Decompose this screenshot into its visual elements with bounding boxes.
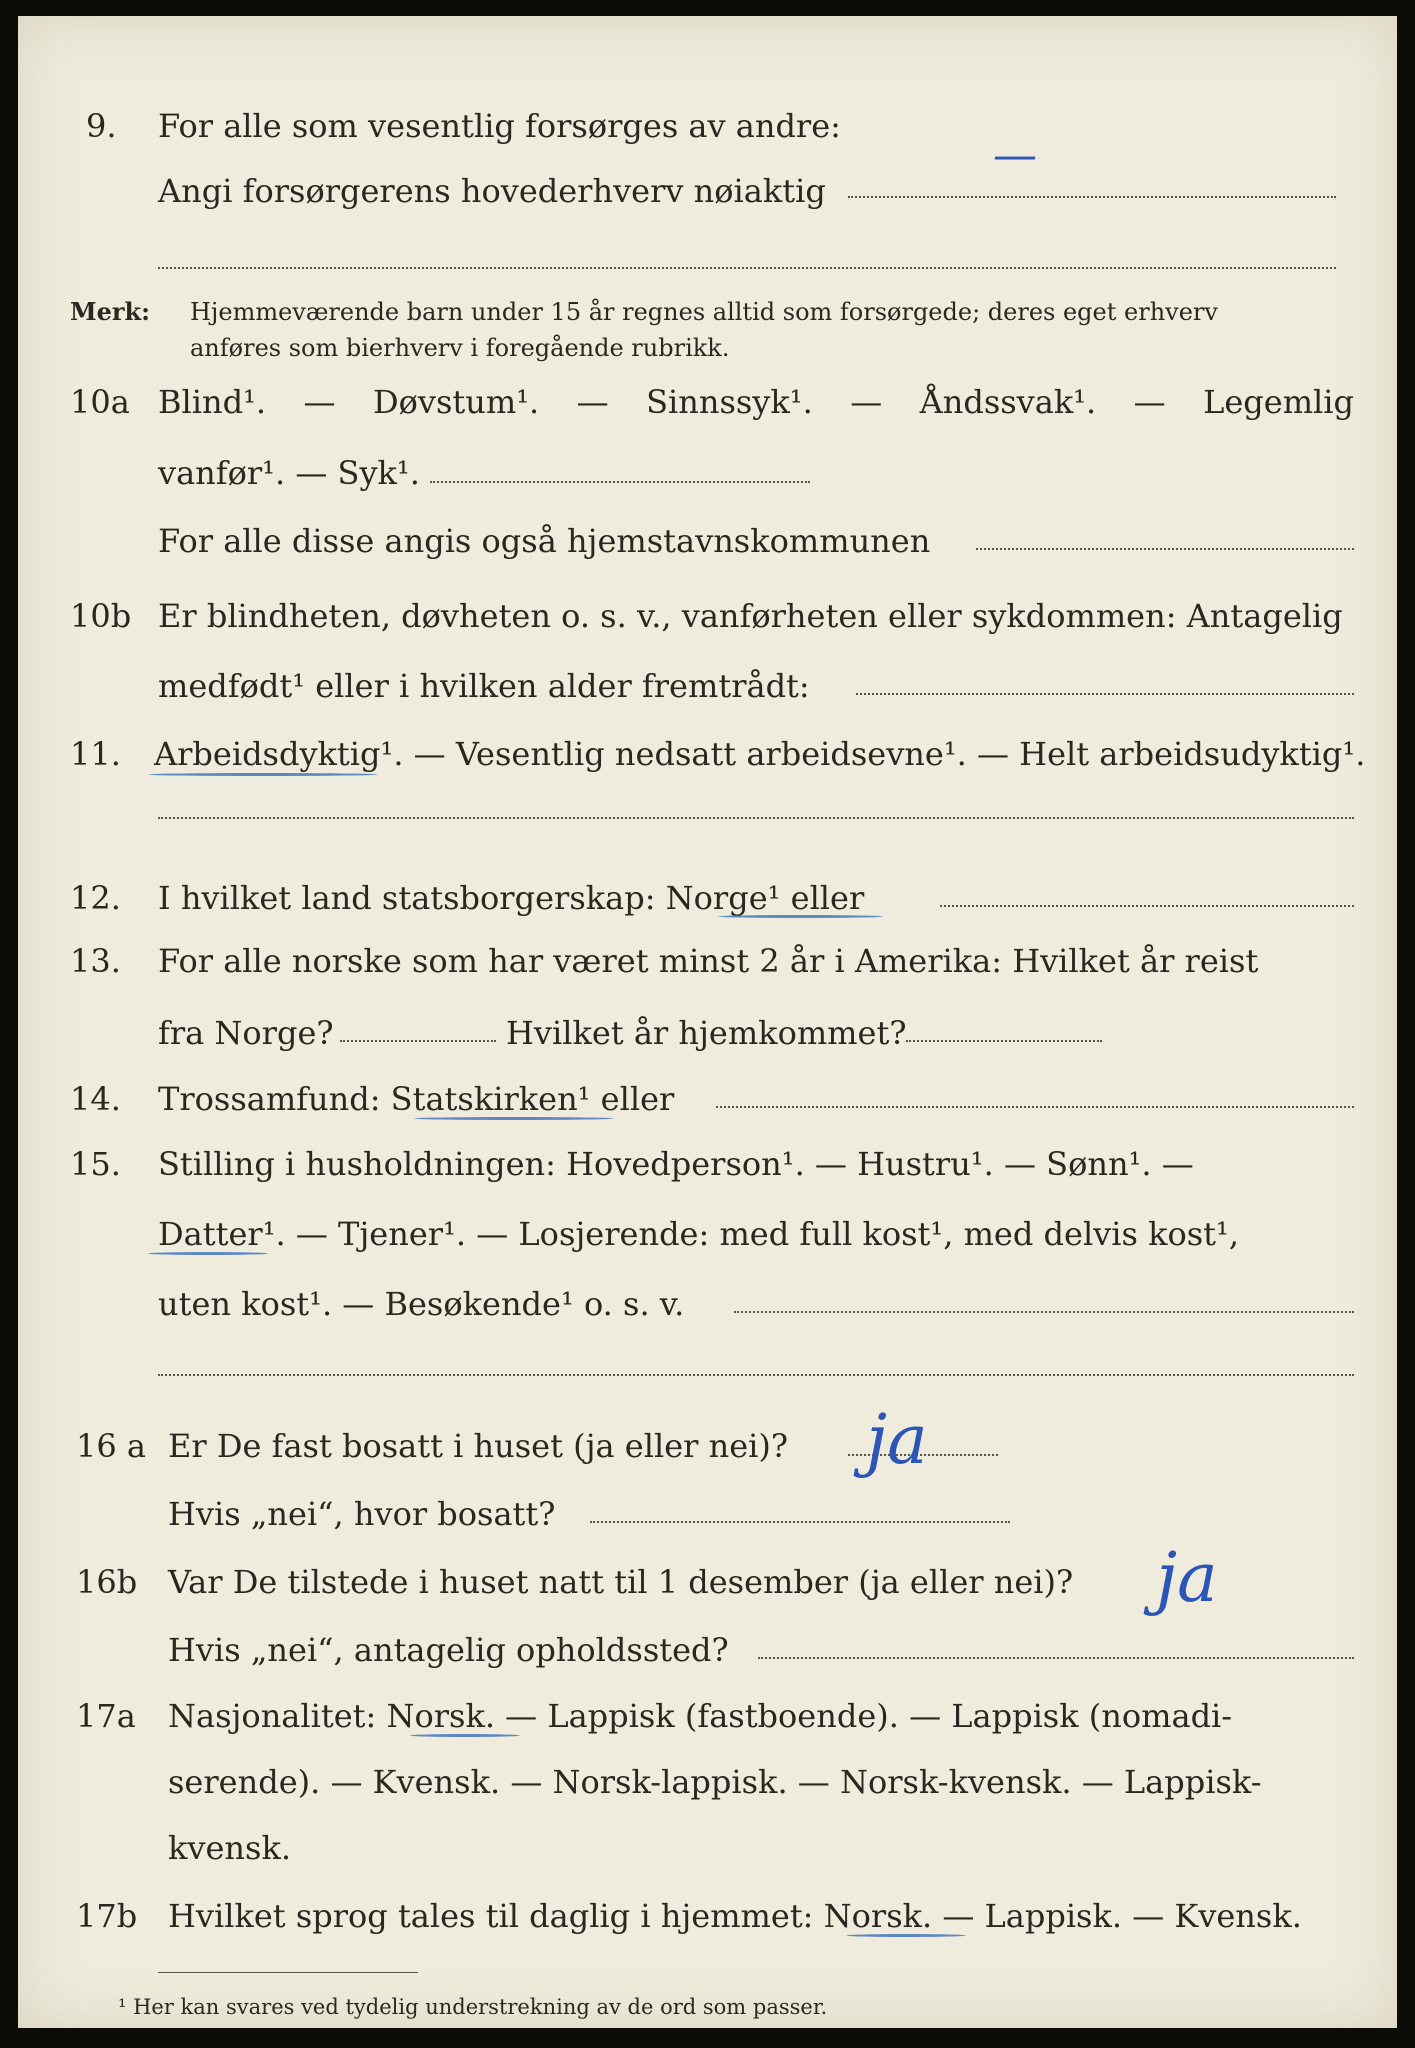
- q9-number: 9.: [86, 107, 117, 145]
- q13-number: 13.: [70, 942, 121, 980]
- q10a-number: 10a: [70, 383, 130, 421]
- q17b-underline-mark: [846, 1934, 966, 1937]
- q16a-line1: Er De fast bosatt i huset (ja eller nei)?: [168, 1427, 789, 1465]
- q11-number: 11.: [70, 735, 121, 773]
- merk-label: Merk:: [70, 297, 150, 326]
- q11-answer-line: [158, 817, 1354, 819]
- q16b-line2: Hvis „nei“, antagelig opholdssted?: [168, 1631, 729, 1669]
- q15-answer-line: [734, 1311, 1354, 1313]
- q13-answer-line-a: [340, 1040, 496, 1042]
- q13-line1: For alle norske som har været minst 2 år i Amerika: Hvilket år reist: [158, 942, 1259, 980]
- q10a-answer-line-2: [976, 548, 1354, 550]
- q16b-answer-line: [758, 1657, 1354, 1659]
- merk-line1: Hjemmeværende barn under 15 år regnes alltid som forsørgede; deres eget erhverv: [190, 298, 1218, 326]
- q16b-line1: Var De tilstede i huset natt til 1 desember (ja eller nei)?: [168, 1563, 1074, 1601]
- q17b-number: 17b: [76, 1897, 138, 1935]
- footnote-rule: [158, 1972, 418, 1973]
- q12-number: 12.: [70, 879, 121, 917]
- q14-underline-mark: [414, 1117, 614, 1120]
- q10a-answer-line: [430, 481, 810, 483]
- q17a-underline-mark: [410, 1734, 520, 1737]
- q16b-number: 16b: [76, 1563, 138, 1601]
- q17a-line2: serende). — Kvensk. — Norsk-lappisk. — Norsk-kvensk. — Lappisk-: [168, 1763, 1262, 1801]
- merk-line2: anføres som bierhverv i foregående rubrikk.: [190, 334, 730, 362]
- q16a-answer-handwriting: ja: [866, 1401, 928, 1480]
- q12-answer-line: [940, 905, 1354, 907]
- q12-underline-mark: [718, 915, 883, 918]
- q16a-answer-line-2: [590, 1521, 1010, 1523]
- q17a-number: 17a: [76, 1697, 136, 1735]
- q9-answer-mark: —: [993, 130, 1037, 181]
- q16a-line2: Hvis „nei“, hvor bosatt?: [168, 1495, 556, 1533]
- q15-line1: Stilling i husholdningen: Hovedperson¹. — Hustru¹. — Sønn¹. —: [158, 1145, 1194, 1183]
- q10b-number: 10b: [70, 597, 132, 635]
- q10b-answer-line: [856, 693, 1354, 695]
- q9-line1: For alle som vesentlig forsørges av andre:: [158, 107, 841, 145]
- q13-line2b: Hvilket år hjemkommet?: [506, 1014, 907, 1052]
- q17a-line3: kvensk.: [168, 1829, 291, 1867]
- q14-line1: Trossamfund: Statskirken¹ eller: [158, 1080, 675, 1118]
- q10a-line1: Blind¹. — Døvstum¹. — Sinnssyk¹. — Åndssvak¹. — Legemlig: [158, 383, 1354, 421]
- q13-answer-line-b: [906, 1040, 1102, 1042]
- q11-underline-mark: [148, 773, 378, 776]
- q16a-number: 16 a: [76, 1427, 146, 1465]
- footnote: ¹ Her kan svares ved tydelig understrekning av de ord som passer.: [118, 1995, 828, 2019]
- q10a-line3: For alle disse angis også hjemstavnskommunen: [158, 522, 931, 560]
- q15-underline-mark: [148, 1252, 268, 1255]
- q14-answer-line: [716, 1106, 1354, 1108]
- q15-number: 15.: [70, 1145, 121, 1183]
- census-form-page: [18, 16, 1397, 2028]
- q9-line2: Angi forsørgerens hovederhverv nøiaktig: [158, 172, 826, 210]
- q10b-line1: Er blindheten, døvheten o. s. v., vanførheten eller sykdommen: Antagelig: [158, 597, 1343, 635]
- q15-line3: uten kost¹. — Besøkende¹ o. s. v.: [158, 1285, 685, 1323]
- q15-line2: Datter¹. — Tjener¹. — Losjerende: med full kost¹, med delvis kost¹,: [158, 1215, 1240, 1253]
- q9-answer-line-2: [158, 267, 1336, 269]
- q14-number: 14.: [70, 1080, 121, 1118]
- q15-answer-line-2: [158, 1374, 1354, 1376]
- q11-line1: Arbeidsdyktig¹. — Vesentlig nedsatt arbeidsevne¹. — Helt arbeidsudyktig¹.: [154, 735, 1366, 773]
- q10a-line2: vanfør¹. — Syk¹.: [158, 454, 420, 492]
- q17a-line1: Nasjonalitet: Norsk. — Lappisk (fastboende). — Lappisk (nomadi-: [168, 1697, 1233, 1735]
- q17b-line1: Hvilket sprog tales til daglig i hjemmet: Norsk. — Lappisk. — Kvensk.: [168, 1897, 1302, 1935]
- q9-answer-line: [848, 196, 1336, 198]
- q13-line2a: fra Norge?: [158, 1014, 334, 1052]
- q12-line1: I hvilket land statsborgerskap: Norge¹ eller: [158, 879, 865, 917]
- q16b-answer-handwriting: ja: [1156, 1539, 1218, 1618]
- q10b-line2: medfødt¹ eller i hvilken alder fremtrådt:: [158, 667, 810, 705]
